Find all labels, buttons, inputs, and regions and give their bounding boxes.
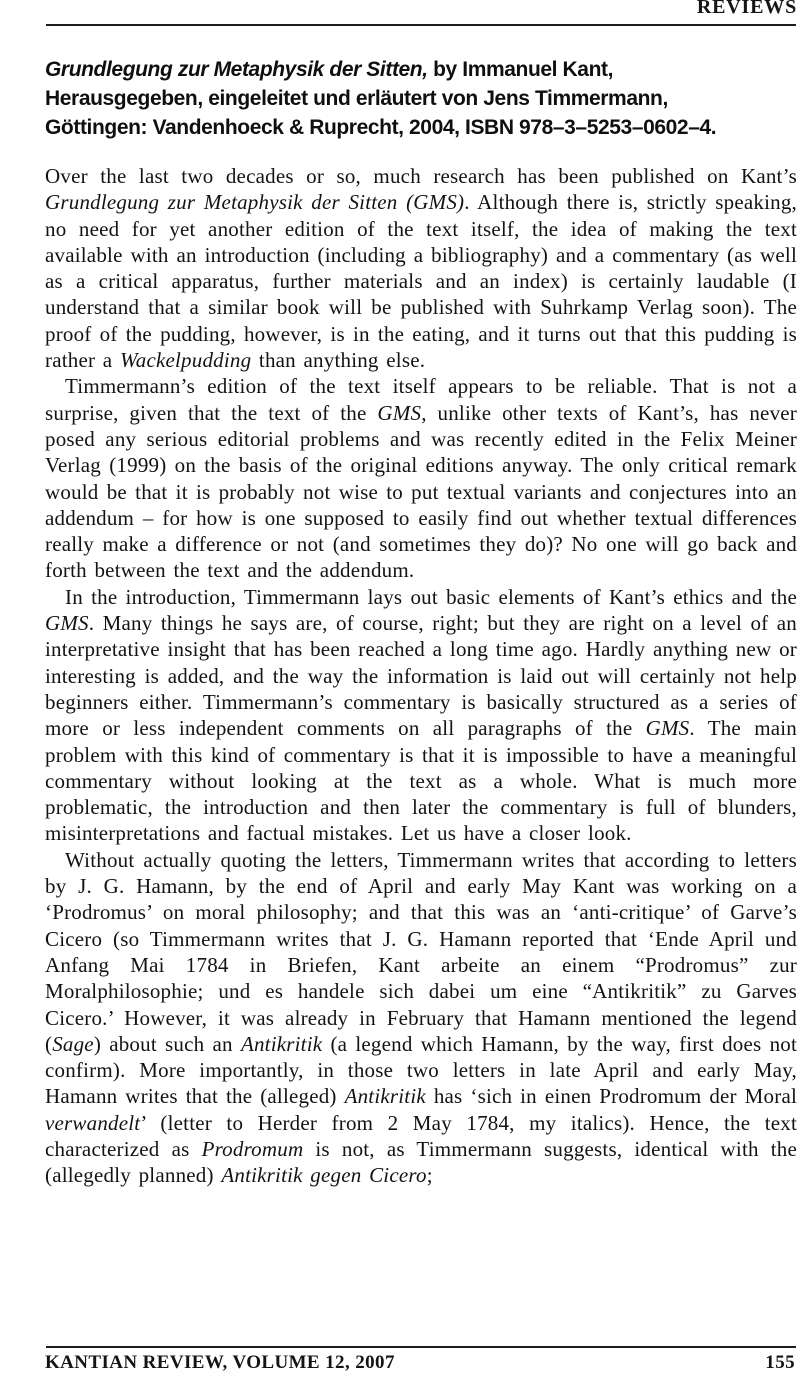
text-run: . The main problem with this kind of commentary is that it is impossible to have a meaningful commentary without looking at the text as a whole. What is much more problematic, the introduction and then later the commentary is full of blunders, misinterpretations and factual mistakes. Let us have a closer look. [45, 716, 797, 846]
italic-run: Wackelpudding [119, 348, 252, 373]
body-paragraph [45, 847, 797, 1189]
body-paragraph [45, 584, 797, 847]
italic-run: Grundlegung zur Metaphysik der Sitten, [45, 58, 428, 81]
text-run: than anything else. [251, 348, 426, 373]
text-run: Timmermann’s edition of the text itself appears to be reliable. That is not a surprise, given that the text of the [45, 374, 797, 425]
italic-run: GMS [377, 400, 422, 425]
text-run: ; [426, 1163, 433, 1188]
review-body [45, 163, 797, 1189]
text-run: , unlike other texts of Kant’s, has never posed any serious editorial problems and was recently edited in the Felix Meiner Verlag (1999) on the basis of the original editions anyway. The only critical remark would be that it is probably not wise to put textual variants and conjectures into an addendum – for how is one supposed to easily find out whether textual differences really make a difference or not (and sometimes they do)? No one will go back and forth between the text and the addendum. [45, 400, 797, 583]
italic-run: Grundlegung zur Metaphysik der Sitten (GMS) [45, 190, 465, 215]
footer-rule [46, 1346, 796, 1348]
page-footer [45, 1352, 795, 1374]
italic-run: verwandelt [45, 1110, 141, 1135]
text-run: In the introduction, Timmermann lays out basic elements of Kant’s ethics and the [65, 584, 797, 609]
text-run: ) about such an [93, 1031, 241, 1056]
body-paragraph [45, 163, 797, 373]
running-head [697, 0, 797, 19]
journal-volume-line: KANTIAN REVIEW, VOLUME 12, 2007 [45, 1352, 395, 1373]
text-run: by Immanuel Kant, Herausgegeben, eingeleitet und erläutert von Jens Timmermann, Göttingen: Vandenhoeck & Ruprecht, 2004, ISBN 978–3–5253–0602–4. [45, 58, 717, 139]
italic-run: Prodromum [201, 1136, 304, 1161]
italic-run: Antikritik [240, 1031, 323, 1056]
italic-run: Sage [52, 1031, 94, 1056]
text-run: . Many things he says are, of course, right; but they are right on a level of an interpretative insight that has been reached a long time ago. Hardly anything new or interesting is added, and the way the information is laid out will certainly not help beginners either. Timmermann’s commentary is basically structured as a series of more or less independent comments on all paragraphs of the [45, 611, 797, 741]
text-run: Without actually quoting the letters, Timmermann writes that according to letters by J. G. Hamann, by the end of April and early May Kant was working on a ‘Prodromus’ on moral philosophy; and that this was an ‘anti-critique’ of Garve’s Cicero (so Timmermann writes that J. G. Hamann reported that ‘Ende April und Anfang Mai 1784 in Briefen, Kant arbeite an einem “Prodromus” zur Moralphilosophie; und es handele sich dabei um eine “Antikritik” zu Garves Cicero.’ However, it was already in February that Hamann mentioned the legend ( [45, 847, 797, 1056]
italic-run: GMS [45, 611, 89, 636]
header-rule [46, 24, 796, 26]
book-citation [45, 55, 771, 142]
italic-run: Antikritik [344, 1084, 426, 1109]
body-paragraph [45, 373, 797, 583]
text-run: (a legend which Hamann, by the way, first does not confirm). More importantly, in those two letters in late April and early May, Hamann writes that the (alleged) [45, 1031, 797, 1109]
italic-run: GMS [645, 716, 690, 741]
page-number: 155 [765, 1352, 795, 1373]
text-run: . Although there is, strictly speaking, no need for yet another edition of the text itself, the idea of making the text available with an introduction (including a bibliography) and a commentary (as well as a critical apparatus, further materials and an index) is certainly laudable (I understand that a similar book will be published with Suhrkamp Verlag soon). The proof of the pudding, however, is in the eating, and it turns out that this pudding is rather a [45, 190, 797, 373]
text-run: has ‘sich in einen Prodromum der Moral [425, 1084, 798, 1109]
text-run: ’ (letter to Herder from 2 May 1784, my italics). Hence, the text characterized as [45, 1110, 797, 1161]
italic-run: Antikritik gegen Cicero [221, 1163, 427, 1188]
text-run: is not, as Timmermann suggests, identical with the (allegedly planned) [45, 1136, 798, 1188]
text-run: Over the last two decades or so, much research has been published on Kant’s [45, 164, 797, 188]
running-head-label: REVIEWS [696, 0, 797, 18]
